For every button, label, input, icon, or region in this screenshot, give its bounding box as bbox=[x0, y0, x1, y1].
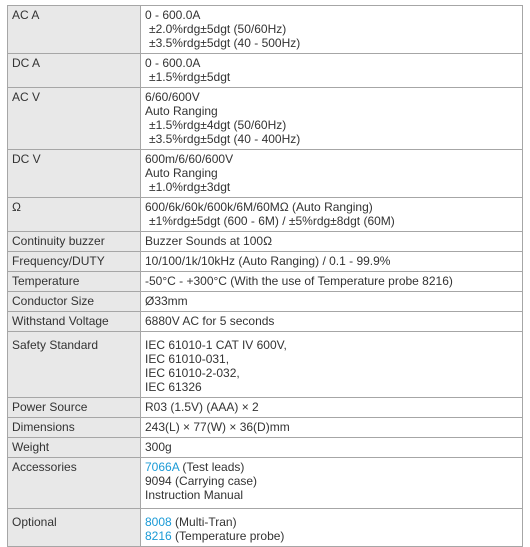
spec-value-text: Buzzer Sounds at 100Ω bbox=[145, 234, 273, 248]
spec-label: Conductor Size bbox=[8, 292, 141, 312]
spec-label: DC A bbox=[8, 54, 141, 88]
spec-row bbox=[8, 54, 523, 88]
spec-value-line bbox=[145, 104, 518, 118]
spec-value-text: R03 (1.5V) (AAA) × 2 bbox=[145, 400, 259, 414]
spec-value-line bbox=[145, 352, 518, 366]
spec-value bbox=[141, 458, 523, 509]
spec-label: Safety Standard bbox=[8, 332, 141, 398]
spec-value-line bbox=[145, 8, 518, 22]
spec-value-line bbox=[145, 118, 518, 132]
spec-value-line bbox=[145, 200, 518, 214]
spec-value-line bbox=[145, 56, 518, 70]
spec-label: AC V bbox=[8, 88, 141, 150]
spec-value-line bbox=[145, 488, 518, 502]
spec-value bbox=[141, 292, 523, 312]
spec-row bbox=[8, 509, 523, 547]
spec-label: Ω bbox=[8, 198, 141, 232]
spec-value-line bbox=[145, 380, 518, 394]
spec-value bbox=[141, 88, 523, 150]
spec-value-text: IEC 61010-1 CAT IV 600V, bbox=[145, 338, 287, 352]
spec-value-text: ±1.5%rdg±5dgt bbox=[149, 70, 231, 84]
spec-value-text: 6/60/600V bbox=[145, 90, 200, 104]
product-link[interactable]: 7066A bbox=[145, 460, 180, 474]
spec-row bbox=[8, 88, 523, 150]
spec-value-text: (Temperature probe) bbox=[171, 529, 285, 543]
spec-value-text: Auto Ranging bbox=[145, 166, 218, 180]
spec-value-line bbox=[145, 366, 518, 380]
spec-value-text: ±3.5%rdg±5dgt (40 - 500Hz) bbox=[149, 36, 301, 50]
spec-value-text: 243(L) × 77(W) × 36(D)mm bbox=[145, 420, 290, 434]
spec-value-line bbox=[145, 214, 518, 228]
spec-value-text: -50°C - +300°C (With the use of Temperature probe 8216) bbox=[145, 274, 453, 288]
spec-row bbox=[8, 252, 523, 272]
specification-table bbox=[7, 5, 523, 547]
spec-value-text: 10/100/1k/10kHz (Auto Ranging) / 0.1 - 99.9% bbox=[145, 254, 391, 268]
product-link[interactable]: 8008 bbox=[145, 515, 172, 529]
spec-value-text: ±1.0%rdg±3dgt bbox=[149, 180, 231, 194]
spec-value bbox=[141, 272, 523, 292]
spec-row bbox=[8, 292, 523, 312]
spec-value bbox=[141, 232, 523, 252]
spec-label: Temperature bbox=[8, 272, 141, 292]
spec-value-line bbox=[145, 314, 518, 328]
spec-value-line bbox=[145, 180, 518, 194]
spec-value-line bbox=[145, 474, 518, 488]
spec-value-line bbox=[145, 420, 518, 434]
spec-value-line bbox=[145, 294, 518, 308]
spec-value bbox=[141, 150, 523, 198]
spec-row bbox=[8, 418, 523, 438]
spec-value-line bbox=[145, 529, 518, 543]
spec-value-text: Auto Ranging bbox=[145, 104, 218, 118]
spec-label: Frequency/DUTY bbox=[8, 252, 141, 272]
spec-value bbox=[141, 418, 523, 438]
spec-label: Accessories bbox=[8, 458, 141, 509]
spec-value-line bbox=[145, 440, 518, 454]
spec-value-text: 0 - 600.0A bbox=[145, 56, 201, 70]
spec-value bbox=[141, 398, 523, 418]
spec-value bbox=[141, 54, 523, 88]
spec-value-text: 600m/6/60/600V bbox=[145, 152, 234, 166]
spec-row bbox=[8, 232, 523, 252]
spec-value-text: ±1.5%rdg±4dgt (50/60Hz) bbox=[149, 118, 287, 132]
spec-value-text: IEC 61010-031, bbox=[145, 352, 230, 366]
spec-value-line bbox=[145, 166, 518, 180]
spec-label: Continuity buzzer bbox=[8, 232, 141, 252]
spec-value-text: IEC 61010-2-032, bbox=[145, 366, 240, 380]
spec-value-line bbox=[145, 338, 518, 352]
spec-label: Withstand Voltage bbox=[8, 312, 141, 332]
spec-value-text: 6880V AC for 5 seconds bbox=[145, 314, 275, 328]
spec-value bbox=[141, 332, 523, 398]
spec-value-text: (Multi-Tran) bbox=[171, 515, 237, 529]
spec-value-text: 0 - 600.0A bbox=[145, 8, 201, 22]
spec-value-text: ±1%rdg±5dgt (600 - 6M) / ±5%rdg±8dgt (60M) bbox=[149, 214, 395, 228]
spec-row bbox=[8, 438, 523, 458]
spec-value-text: Instruction Manual bbox=[145, 488, 244, 502]
spec-value-text: Ø33mm bbox=[145, 294, 188, 308]
spec-value-line bbox=[145, 90, 518, 104]
spec-label: AC A bbox=[8, 6, 141, 54]
spec-row bbox=[8, 398, 523, 418]
spec-label: Power Source bbox=[8, 398, 141, 418]
spec-value-line bbox=[145, 152, 518, 166]
spec-value-line bbox=[145, 254, 518, 268]
spec-value-text: 600/6k/60k/600k/6M/60MΩ (Auto Ranging) bbox=[145, 200, 373, 214]
spec-value bbox=[141, 312, 523, 332]
spec-value-line bbox=[145, 515, 518, 529]
spec-row bbox=[8, 6, 523, 54]
spec-value-text: (Test leads) bbox=[179, 460, 245, 474]
spec-row bbox=[8, 198, 523, 232]
spec-value-line bbox=[145, 22, 518, 36]
spec-row bbox=[8, 150, 523, 198]
spec-value-text: 300g bbox=[145, 440, 172, 454]
spec-value bbox=[141, 252, 523, 272]
spec-value bbox=[141, 6, 523, 54]
spec-value-line bbox=[145, 274, 518, 288]
spec-value-line bbox=[145, 460, 518, 474]
spec-value bbox=[141, 438, 523, 458]
spec-value-text: IEC 61326 bbox=[145, 380, 202, 394]
spec-label: Weight bbox=[8, 438, 141, 458]
spec-value-text: ±2.0%rdg±5dgt (50/60Hz) bbox=[149, 22, 287, 36]
spec-label: Dimensions bbox=[8, 418, 141, 438]
spec-value-text: 9094 (Carrying case) bbox=[145, 474, 258, 488]
spec-row bbox=[8, 332, 523, 398]
spec-value-line bbox=[145, 36, 518, 50]
spec-value-line bbox=[145, 132, 518, 146]
spec-label: DC V bbox=[8, 150, 141, 198]
spec-value-line bbox=[145, 70, 518, 84]
spec-value bbox=[141, 198, 523, 232]
spec-label: Optional bbox=[8, 509, 141, 547]
spec-row bbox=[8, 312, 523, 332]
spec-value-text: ±3.5%rdg±5dgt (40 - 400Hz) bbox=[149, 132, 301, 146]
spec-row bbox=[8, 458, 523, 509]
spec-value-line bbox=[145, 234, 518, 248]
specification-table-body bbox=[8, 6, 523, 547]
spec-row bbox=[8, 272, 523, 292]
spec-value-line bbox=[145, 400, 518, 414]
spec-value bbox=[141, 509, 523, 547]
product-link[interactable]: 8216 bbox=[145, 529, 172, 543]
